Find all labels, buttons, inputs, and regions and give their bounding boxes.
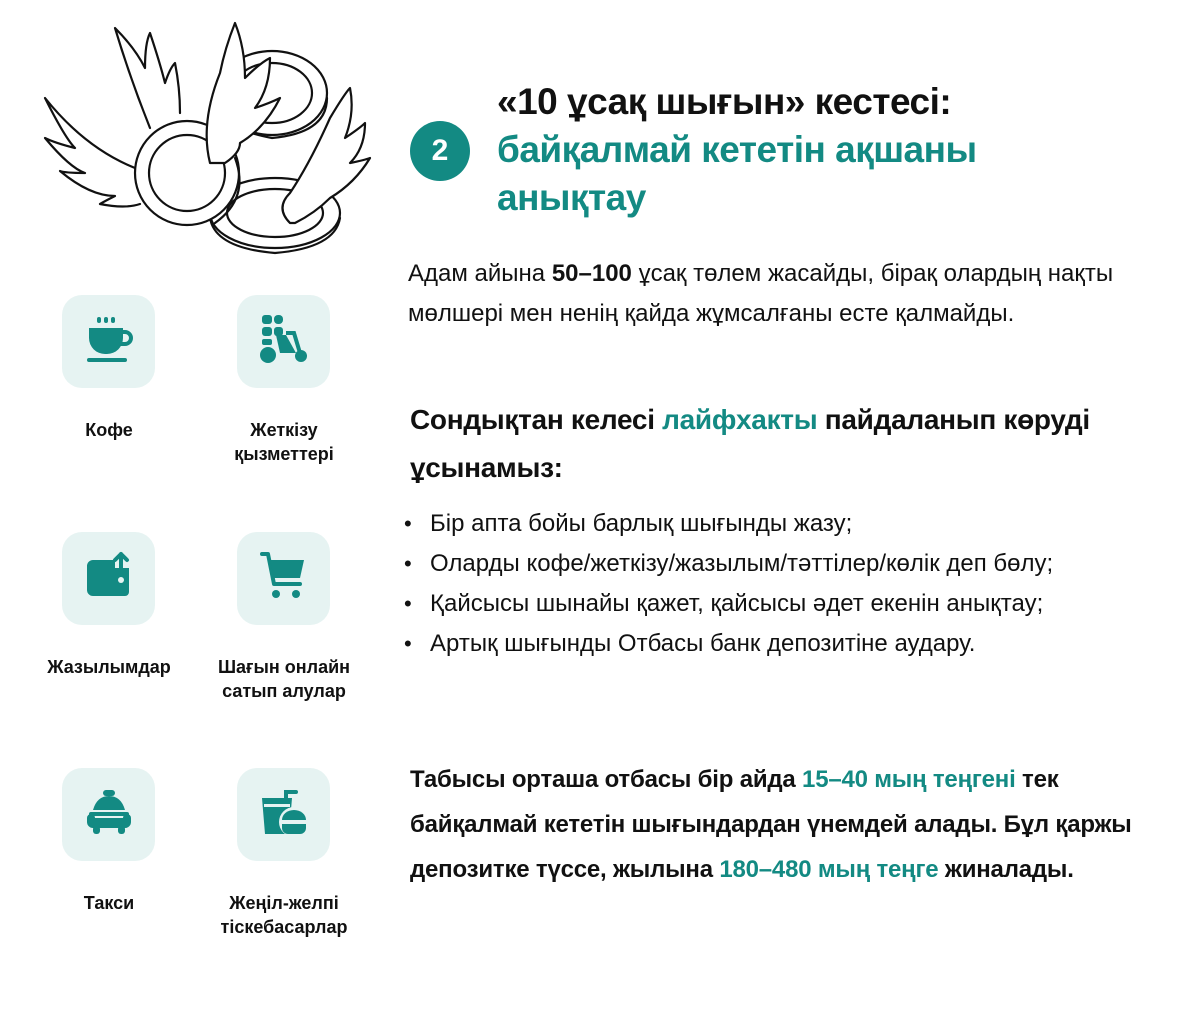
- fast-food-icon: [256, 784, 312, 845]
- title-line-2: байқалмай кететін ақшаны: [497, 129, 977, 170]
- list-item: • Қайсысы шынайы қажет, қайсысы әдет екенін анықтау;: [400, 584, 1190, 624]
- intro-text-start: Адам айына: [408, 260, 552, 287]
- summary-text-2: тек байқалмай кететін шығындардан үнемдей алады. Бұл қаржы депозитке түссе, жылына: [410, 766, 1132, 883]
- category-label-snacks: Жеңіл-желпі тіскебасарлар: [220, 893, 348, 937]
- intro-text-end: ұсақ төлем жасайды, бірақ олардың нақты мөлшері мен ненің қайда жұмсалғаны есте қалмайды.: [408, 260, 1114, 327]
- page-title: [497, 78, 1177, 222]
- list-item: • Бір апта бойы барлық шығынды жазу;: [400, 504, 1190, 544]
- category-label-delivery: Жеткізу қызметтері: [234, 420, 334, 464]
- subheading-highlight: лайфхакты: [662, 404, 818, 435]
- title-line-3: анықтау: [497, 177, 646, 218]
- step-number-badge: 2: [410, 121, 470, 181]
- wallet-upload-icon: [81, 548, 137, 609]
- summary-text-1: Табысы орташа отбасы бір айда: [410, 766, 803, 793]
- category-tile-online-purchases: [237, 532, 330, 625]
- category-label-coffee: Кофе: [85, 420, 133, 440]
- subheading-text-start: Сондықтан келесі: [410, 404, 663, 435]
- subheading: [410, 396, 1180, 492]
- title-line-1: «10 ұсақ шығын» кестесі:: [497, 81, 952, 122]
- shopping-cart-icon: [256, 548, 312, 609]
- category-label-subscriptions: Жазылымдар: [47, 657, 171, 677]
- list-item: • Оларды кофе/жеткізу/жазылым/тәттілер/көлік деп бөлу;: [400, 544, 1190, 584]
- category-tile-coffee: [62, 295, 155, 388]
- summary-text-3: жиналады.: [938, 856, 1074, 883]
- category-label-online-purchases: Шағын онлайн сатып алулар: [217, 657, 351, 701]
- coffee-cup-icon: [81, 311, 137, 372]
- category-tile-subscriptions: [62, 532, 155, 625]
- intro-paragraph: [408, 254, 1178, 334]
- category-tile-delivery: [237, 295, 330, 388]
- savings-summary: [410, 757, 1190, 892]
- summary-highlight-yearly: 180–480 мың теңге: [719, 856, 939, 883]
- summary-highlight-monthly: 15–40 мың теңгені: [802, 766, 1016, 793]
- tips-list: [400, 504, 1190, 664]
- delivery-scooter-icon: [256, 311, 312, 372]
- list-item: • Артық шығынды Отбасы банк депозитіне аудару.: [400, 624, 1190, 664]
- category-label-taxi: Такси: [83, 893, 135, 913]
- intro-highlight-number: 50–100: [551, 260, 632, 287]
- winged-coins-illustration: [35, 8, 375, 263]
- taxi-icon: [81, 784, 137, 845]
- category-tile-snacks: [237, 768, 330, 861]
- subheading-text-end: пайдаланып көруді ұсынамыз:: [410, 404, 1090, 483]
- category-tile-taxi: [62, 768, 155, 861]
